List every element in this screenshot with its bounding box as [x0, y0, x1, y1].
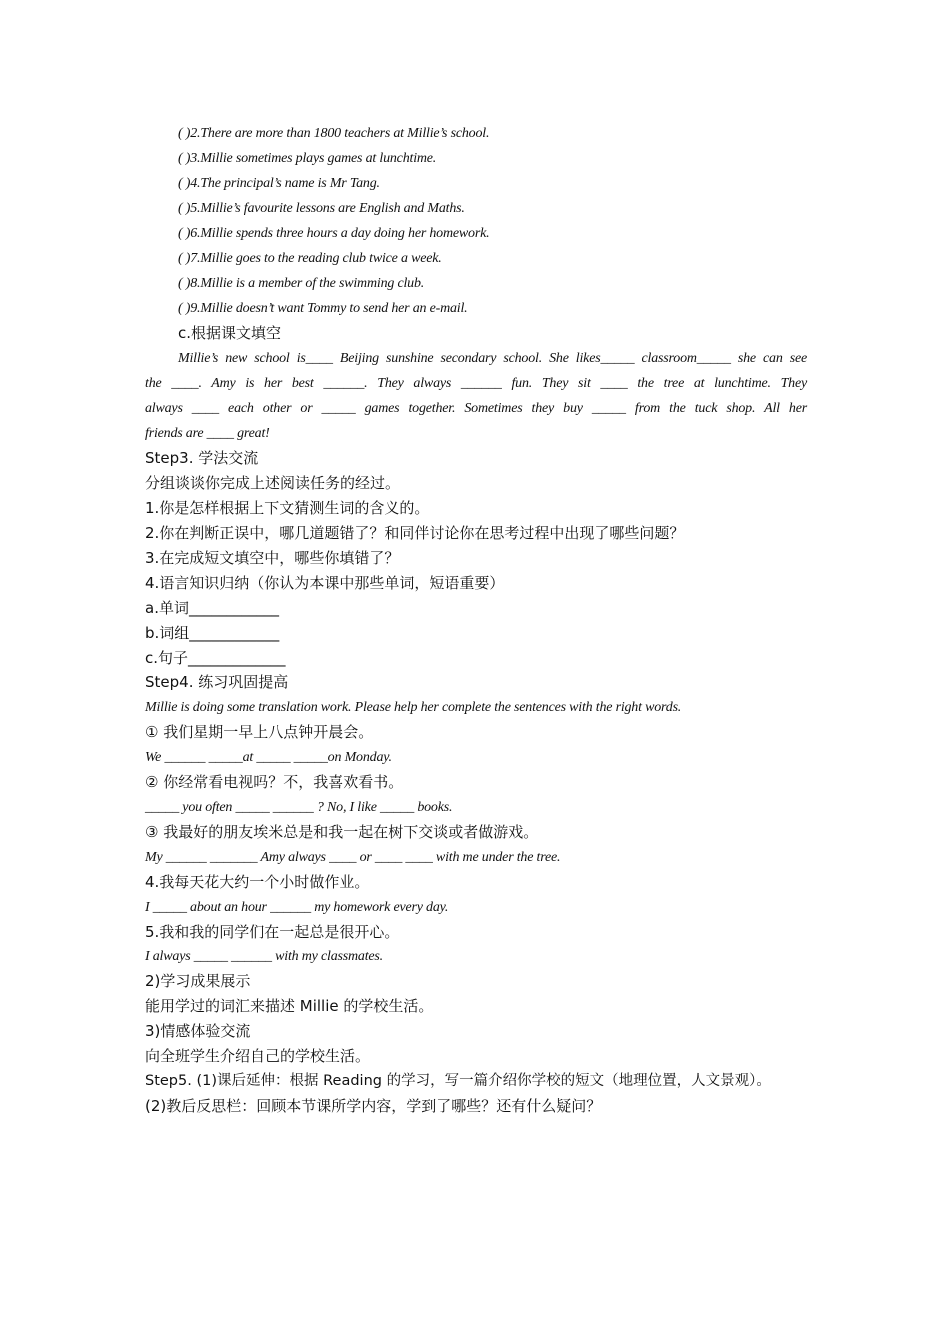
step4-cn-2: ② 你经常看电视吗？不，我喜欢看书。 — [145, 773, 404, 791]
step3-heading: Step3. 学法交流 — [145, 449, 259, 467]
step3-item-1: 1.你是怎样根据上下文猜测生词的含义的。 — [145, 499, 430, 517]
fill-blank-line-3: always ____ each other or _____ games together. Sometimes they buy _____ from the tuck shop. All her — [145, 401, 807, 416]
emotion-text: 向全班学生介绍自己的学校生活。 — [145, 1047, 371, 1065]
step4-en-3: My ______ _______ Amy always ____ or ____ ____ with me under the tree. — [145, 850, 561, 865]
outcome-text: 能用学过的词汇来描述 Millie 的学校生活。 — [145, 997, 434, 1015]
tf-item-5: ( )5.Millie’s favourite lessons are English and Maths. — [178, 201, 465, 216]
tf-item-6: ( )6.Millie spends three hours a day doing her homework. — [178, 226, 490, 241]
step4-cn-3: ③ 我最好的朋友埃米总是和我一起在树下交谈或者做游戏。 — [145, 823, 539, 841]
step3-item-2: 2.你在判断正误中，哪几道题错了？和同伴讨论你在思考过程中出现了哪些问题？ — [145, 524, 685, 542]
step4-en-4: I _____ about an hour ______ my homework every day. — [145, 900, 449, 915]
outcome-heading: 2)学习成果展示 — [145, 972, 251, 990]
step3-item-3: 3.在完成短文填空中，哪些你填错了？ — [145, 549, 400, 567]
step3-words: a.单词____________ — [145, 599, 279, 617]
step3-sentences: c.句子_____________ — [145, 649, 286, 667]
step3-intro: 分组谈谈你完成上述阅读任务的经过。 — [145, 474, 401, 492]
tf-item-7: ( )7.Millie goes to the reading club twice a week. — [178, 251, 442, 266]
step4-en-2: _____ you often _____ ______ ? No, I like _____ books. — [145, 800, 453, 815]
step3-item-4: 4.语言知识归纳（你认为本课中那些单词，短语重要） — [145, 574, 505, 592]
emotion-heading: 3)情感体验交流 — [145, 1022, 251, 1040]
step4-en-1: We ______ _____at _____ _____on Monday. — [145, 750, 392, 765]
step4-cn-1: ① 我们星期一早上八点钟开晨会。 — [145, 723, 374, 741]
fill-blank-heading: c.根据课文填空 — [178, 324, 282, 342]
tf-item-4: ( )4.The principal’s name is Mr Tang. — [178, 176, 380, 191]
step4-cn-5: 5.我和我的同学们在一起总是很开心。 — [145, 923, 400, 941]
step4-heading: Step4. 练习巩固提高 — [145, 673, 289, 691]
step5-extension: Step5. (1)课后延伸：根据 Reading 的学习，写一篇介绍你学校的短文（地理位置，人文景观）。 — [145, 1073, 771, 1089]
step4-intro: Millie is doing some translation work. Please help her complete the sentences with the right words. — [145, 700, 682, 715]
tf-item-3: ( )3.Millie sometimes plays games at lunchtime. — [178, 151, 437, 166]
fill-blank-line-1: Millie’s new school is____ Beijing sunshine secondary school. She likes_____ classroom_____ she can see — [178, 351, 807, 366]
tf-item-8: ( )8.Millie is a member of the swimming club. — [178, 276, 425, 291]
tf-item-2: ( )2.There are more than 1800 teachers at Millie’s school. — [178, 126, 490, 141]
step4-en-5: I always _____ ______ with my classmates. — [145, 949, 383, 964]
fill-blank-line-4: friends are ____ great! — [145, 426, 270, 441]
step5-reflection: (2)教后反思栏：回顾本节课所学内容，学到了哪些？还有什么疑问？ — [145, 1097, 602, 1115]
fill-blank-line-2: the ____. Amy is her best ______. They always ______ fun. They sit ____ the tree at lunchtime. They — [145, 376, 807, 391]
step3-phrases: b.词组____________ — [145, 624, 280, 642]
step4-cn-4: 4.我每天花大约一个小时做作业。 — [145, 873, 370, 891]
tf-item-9: ( )9.Millie doesn’t want Tommy to send her an e-mail. — [178, 301, 468, 316]
